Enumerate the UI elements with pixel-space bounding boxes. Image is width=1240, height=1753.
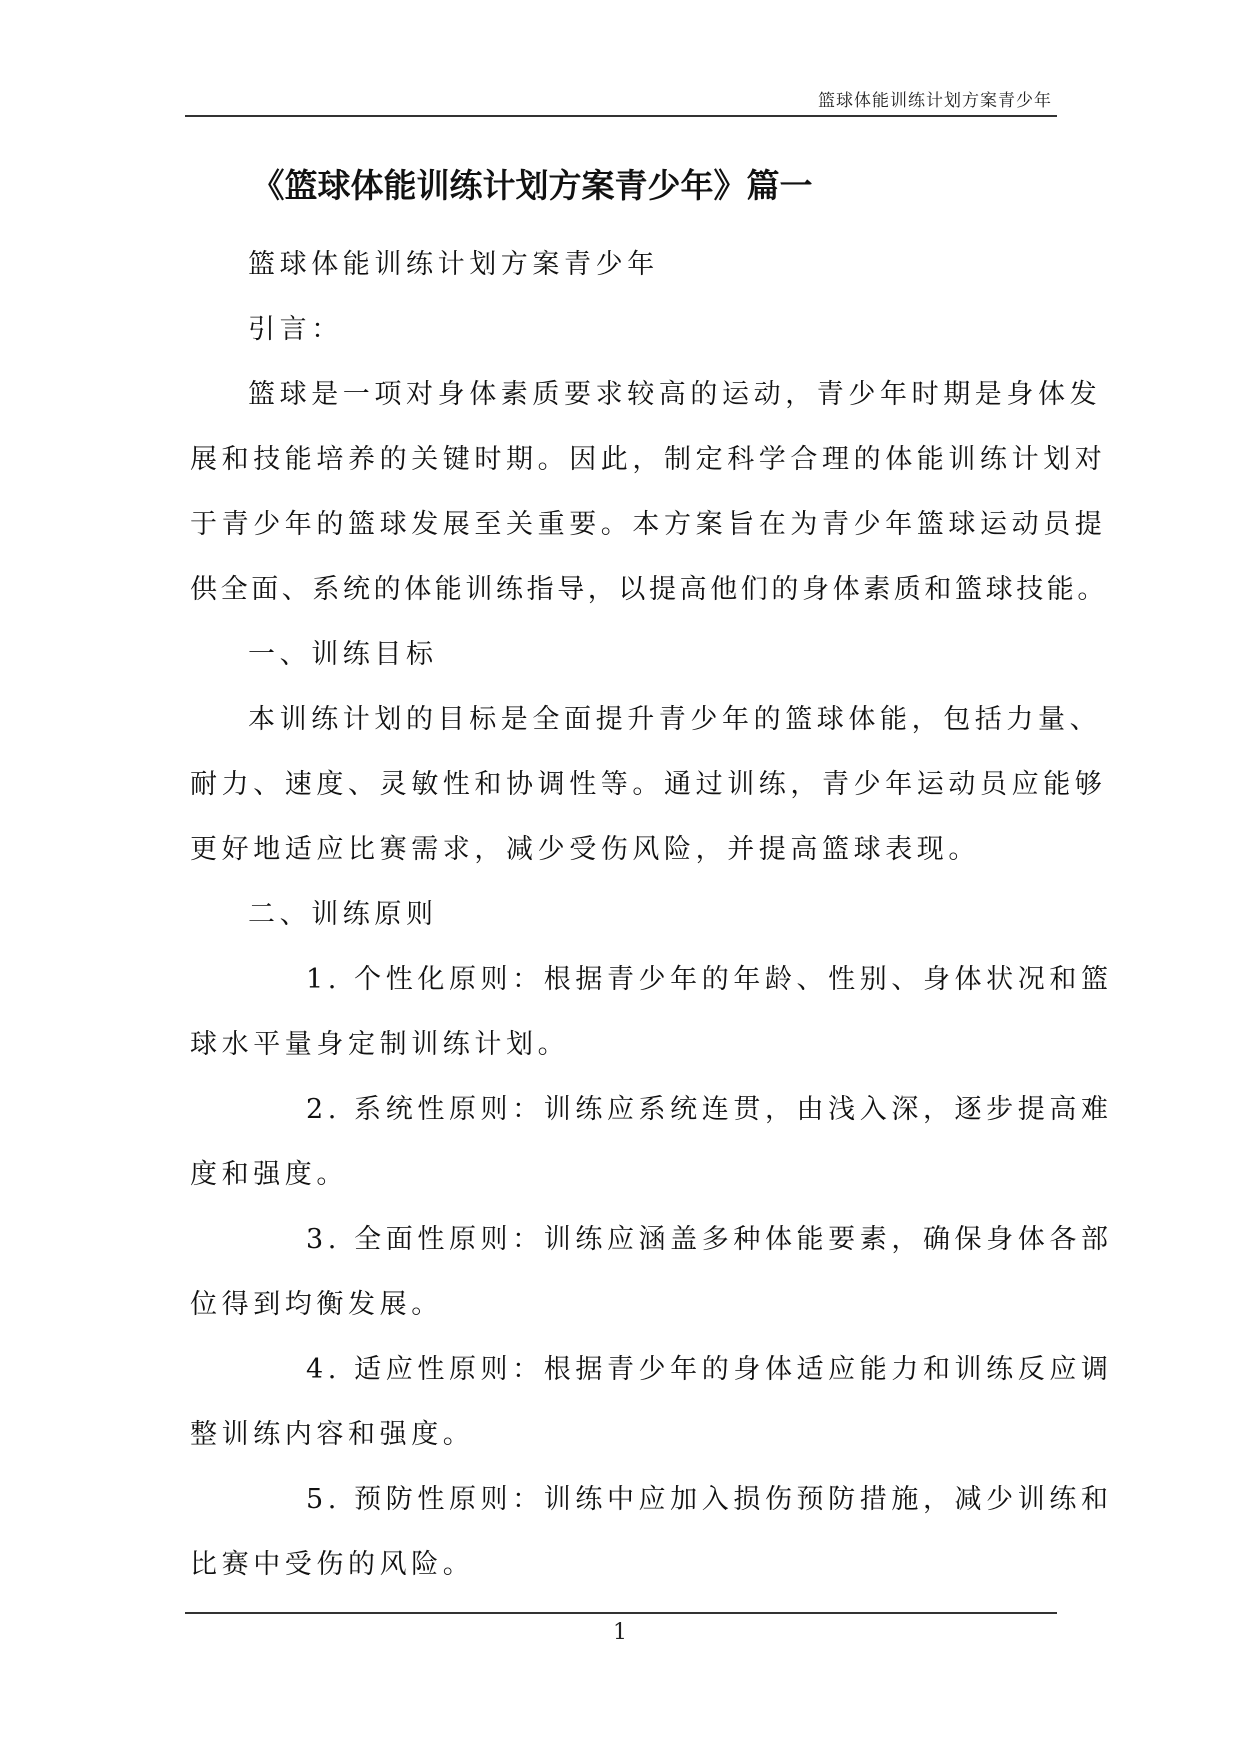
- intro-label: 引言：: [248, 314, 343, 345]
- principle-line: 球水平量身定制训练计划。: [190, 1029, 570, 1060]
- principle-line: 比赛中受伤的风险。: [190, 1549, 475, 1580]
- principle-line: 度和强度。: [190, 1159, 348, 1190]
- principle-line: 位得到均衡发展。: [190, 1289, 443, 1320]
- principle-line: 2. 系统性原则：训练应系统连贯，由浅入深，逐步提高难: [306, 1094, 1113, 1125]
- intro-line: 篮球是一项对身体素质要求较高的运动，青少年时期是身体发: [248, 379, 1102, 410]
- page-number: 1: [613, 1620, 627, 1645]
- intro-line: 于青少年的篮球发展至关重要。本方案旨在为青少年篮球运动员提: [190, 509, 1107, 540]
- running-header: 篮球体能训练计划方案青少年: [818, 91, 1052, 111]
- intro-line: 供全面、系统的体能训练指导，以提高他们的身体素质和篮球技能。: [190, 574, 1108, 605]
- section-heading-principles: 二、训练原则: [248, 899, 438, 930]
- document-body: [190, 242, 1113, 1607]
- section-heading-goals: 一、训练目标: [248, 639, 438, 670]
- footer-rule: [185, 1612, 1057, 1614]
- goals-line: 更好地适应比赛需求，减少受伤风险，并提高篮球表现。: [190, 834, 980, 865]
- principle-line: 整训练内容和强度。: [190, 1419, 475, 1450]
- principle-line: 4. 适应性原则：根据青少年的身体适应能力和训练反应调: [306, 1354, 1113, 1385]
- principle-line: 3. 全面性原则：训练应涵盖多种体能要素，确保身体各部: [306, 1224, 1113, 1255]
- document-title: 《篮球体能训练计划方案青少年》篇一: [251, 166, 813, 205]
- goals-line: 耐力、速度、灵敏性和协调性等。通过训练，青少年运动员应能够: [190, 769, 1107, 800]
- subtitle: 篮球体能训练计划方案青少年: [248, 249, 659, 280]
- header-rule: [185, 115, 1057, 117]
- intro-line: 展和技能培养的关键时期。因此，制定科学合理的体能训练计划对: [190, 444, 1107, 475]
- principle-line: 1. 个性化原则：根据青少年的年龄、性别、身体状况和篮: [306, 964, 1113, 995]
- goals-line: 本训练计划的目标是全面提升青少年的篮球体能，包括力量、: [248, 704, 1102, 735]
- principle-line: 5. 预防性原则：训练中应加入损伤预防措施，减少训练和: [306, 1484, 1113, 1515]
